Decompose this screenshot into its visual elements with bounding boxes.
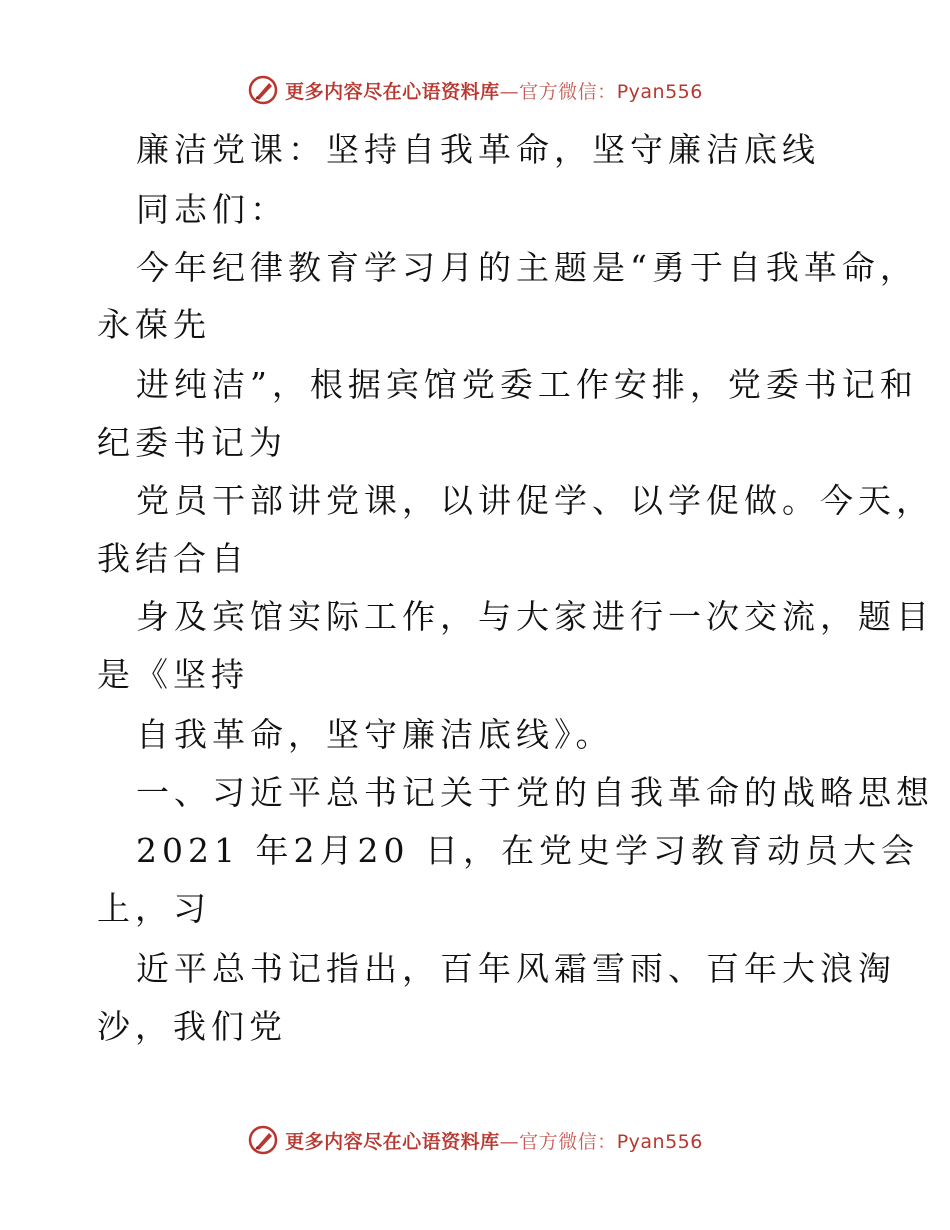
paragraph-line: 永葆先 [97,305,211,344]
paragraph-line: 今年纪律教育学习月的主题是“勇于自我革命， [136,248,918,287]
banner-separator: —官方微信： [499,1130,617,1153]
paragraph-line: 党员干部讲党课，以讲促学、以学促做。今天， [136,481,934,520]
quill-pen-logo-icon [247,74,279,106]
footer-watermark-banner [0,1120,950,1160]
banner-wechat-id: Pyan556 [616,1130,703,1153]
paragraph-line: 我结合自 [97,539,249,578]
banner-wechat-id: Pyan556 [616,80,703,103]
paragraph-line: 纪委书记为 [97,423,287,462]
quill-pen-logo-icon [247,1124,279,1156]
salutation: 同志们： [136,190,288,229]
paragraph-line: 自我革命，坚守廉洁底线》。 [136,715,614,754]
banner-title: 更多内容尽在心语资料库 [285,1130,500,1153]
paragraph-line: 2021 年2月20 日，在党史学习教育动员大会 [136,831,919,870]
document-title: 廉洁党课：坚持自我革命，坚守廉洁底线 [136,130,820,169]
paragraph-line: 是《坚持 [97,655,249,694]
paragraph-line: 沙，我们党 [97,1007,287,1046]
paragraph-line: 近平总书记指出，百年风霜雪雨、百年大浪淘 [136,949,896,988]
paragraph-line: 进纯洁”，根据宾馆党委工作安排，党委书记和 [136,365,918,404]
banner-separator: —官方微信： [499,80,617,103]
section-heading: 一、习近平总书记关于党的自我革命的战略思想 [136,773,934,812]
header-watermark-banner [0,70,950,110]
paragraph-line: 上，习 [97,889,211,928]
banner-title: 更多内容尽在心语资料库 [285,80,500,103]
paragraph-line: 身及宾馆实际工作，与大家进行一次交流，题目 [136,597,934,636]
